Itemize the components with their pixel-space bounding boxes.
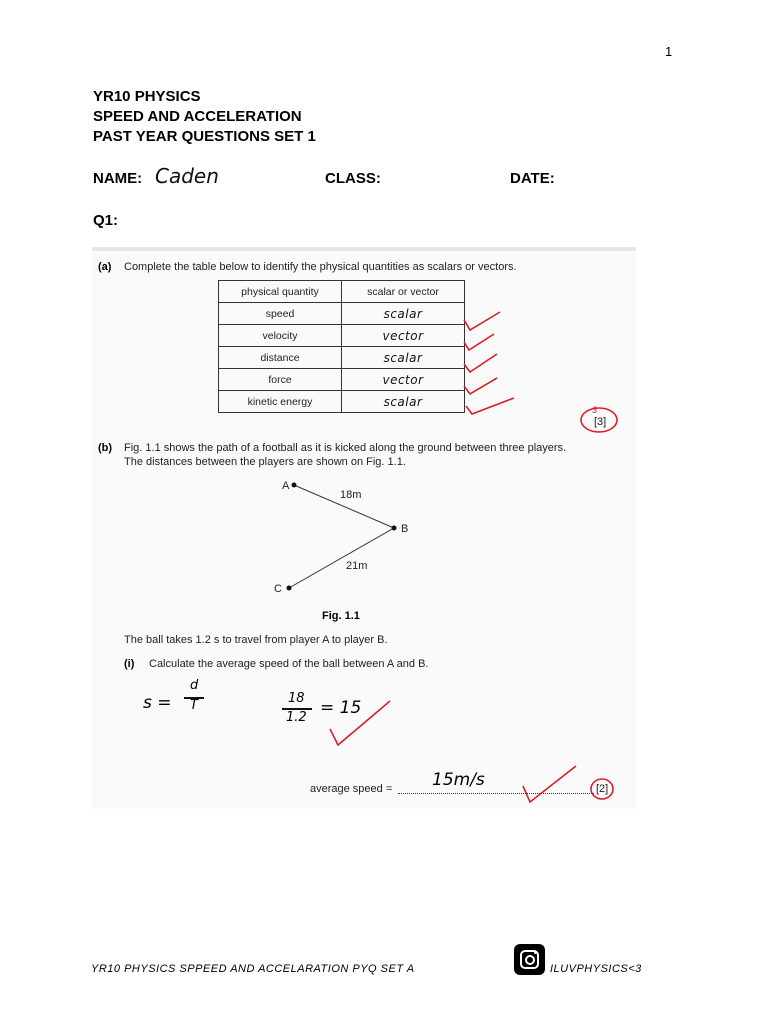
calc-result: = 15 [320,698,362,718]
awarded-marks-a: 3 [592,405,598,415]
part-a-label: (a) [98,261,112,273]
answer-cell: scalar [383,394,423,409]
formula-lhs: s = [143,693,172,713]
footer-handle: ILUVPHYSICS<3 [550,963,642,975]
part-b-text-1: Fig. 1.1 shows the path of a football as it is kicked along the ground between three players. [124,442,567,454]
answer-label: average speed = [310,783,393,795]
point-a-marker [292,483,297,488]
tick-icon [330,701,390,745]
point-a-label: A [282,480,290,492]
quantity-cell: force [219,369,342,391]
tick-icon [464,378,497,394]
answer-value: 15m/s [432,770,485,790]
point-b-label: B [401,523,409,535]
path-bc [289,528,394,588]
answer-tick [520,762,580,806]
point-c-label: C [274,583,282,595]
tick-icon [464,334,494,350]
tick-icon [523,766,576,802]
scalar-vector-table [218,280,465,413]
scan-edge [92,247,636,251]
name-label: NAME: [93,170,143,187]
quantity-cell: kinetic energy [219,391,342,413]
tick-icon [466,398,514,414]
table-row [219,369,465,391]
marks-b: [2] [596,783,609,795]
point-c-marker [287,586,292,591]
table-row [219,347,465,369]
table-row [219,303,465,325]
question-scan [92,247,636,809]
class-label: CLASS: [325,170,381,187]
tick-icon [464,312,500,330]
answer-cell: vector [382,328,424,343]
table-ticks [462,302,522,417]
tick-icon [464,354,497,372]
answer-cell: vector [382,372,424,387]
calc-denominator: 1.2 [286,710,307,725]
part-a-text: Complete the table below to identify the physical quantities as scalars or vectors. [124,261,517,273]
header-subject: YR10 PHYSICS [93,88,201,105]
date-label: DATE: [510,170,555,187]
ball-text: The ball takes 1.2 s to travel from player A to player B. [124,634,388,646]
table-header-row [219,281,465,303]
answer-cell: scalar [383,350,423,365]
point-b-marker [392,526,397,531]
distance-ab: 18m [340,489,362,501]
question-label: Q1: [93,212,119,229]
quantity-cell: distance [219,347,342,369]
name-value: Caden [155,164,219,188]
table-row [219,391,465,413]
formula-denominator: T [190,698,198,713]
header-topic: SPEED AND ACCELERATION [93,108,302,125]
marks-a: [3] [594,416,607,428]
page-number: 1 [665,44,673,59]
header-set: PAST YEAR QUESTIONS SET 1 [93,128,316,145]
calc-numerator: 18 [288,691,305,706]
table-header: scalar or vector [342,281,465,303]
quantity-cell: velocity [219,325,342,347]
distance-bc: 21m [346,560,368,572]
instagram-icon [514,944,545,975]
answer-cell: scalar [383,306,423,321]
working-tick [326,695,396,751]
table-row [219,325,465,347]
sub-i-text: Calculate the average speed of the ball between A and B. [149,658,429,670]
sub-i-label: (i) [124,658,135,670]
figure-caption: Fig. 1.1 [322,610,360,622]
quantity-cell: speed [219,303,342,325]
formula-numerator: d [190,678,199,693]
part-b-text-2: The distances between the players are shown on Fig. 1.1. [124,456,406,468]
part-b-label: (b) [98,442,113,454]
footer-title: YR10 PHYSICS SPPEED AND ACCELARATION PYQ SET A [91,963,415,975]
table-header: physical quantity [219,281,342,303]
